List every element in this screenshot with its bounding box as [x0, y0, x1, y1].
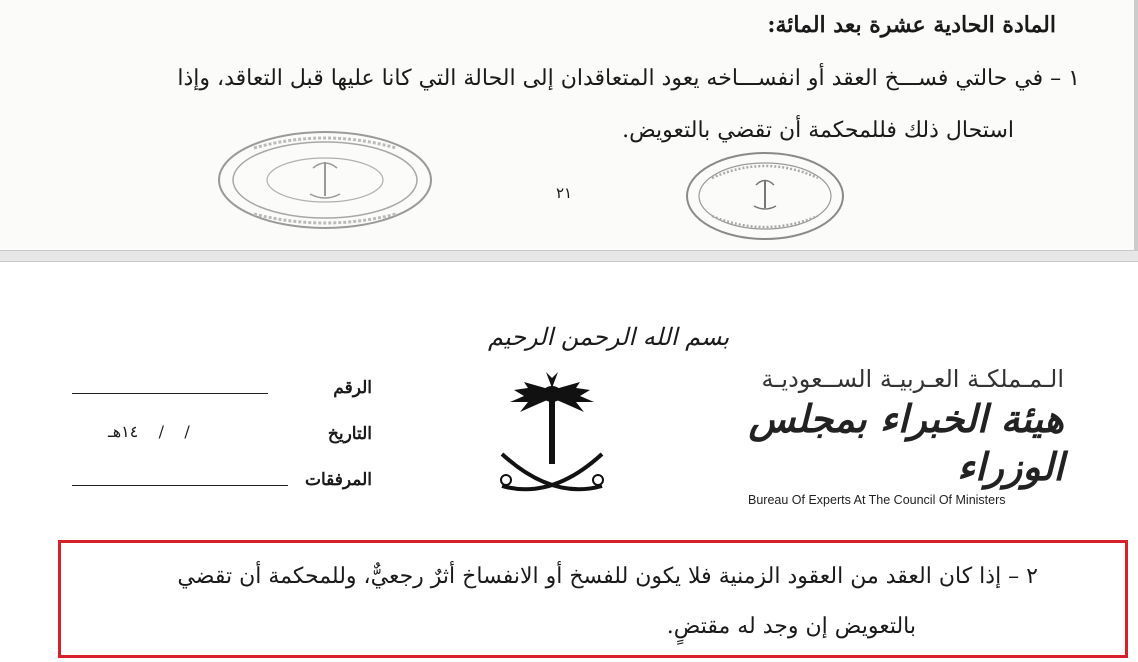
highlight-box [58, 540, 1128, 658]
top-page-fragment [0, 0, 1138, 250]
palm-swords-emblem-icon [494, 368, 610, 504]
kingdom-title: الـمـملكـة العـربيـة الســعوديـة [761, 365, 1064, 393]
bureau-arabic-name: هيئة الخبراء بمجلس الوزراء [748, 396, 1064, 489]
date-field [72, 420, 372, 448]
scan-edge [1134, 0, 1138, 250]
clause-1-line-2: استحال ذلك فللمحكمة أن تقضي بالتعويض. [622, 118, 1014, 143]
basmala-calligraphy: بسم الله الرحمن الرحيم [488, 323, 730, 351]
attachments-underline [72, 485, 288, 486]
date-value: ١٤هـ / / [108, 422, 190, 441]
article-heading: المادة الحادية عشرة بعد المائة: [767, 12, 1056, 38]
right-round-seal-icon [684, 150, 846, 242]
page-number: ٢١ [556, 184, 573, 202]
number-underline [72, 393, 268, 394]
clause-2-line-1: ٢ – إذا كان العقد من العقود الزمنية فلا يكون للفسخ أو الانفساخ أثرٌ رجعيٌّ، وللمحكمة أن تقضي [177, 564, 1038, 589]
page-gap-divider [0, 250, 1138, 262]
number-field [72, 374, 372, 402]
bureau-english-name: Bureau Of Experts At The Council Of Ministers [748, 493, 1006, 507]
left-oval-seal-icon [214, 128, 436, 232]
attachments-field [72, 466, 372, 494]
clause-1-line-1: ١ – في حالتي فســـخ العقد أو انفســـاخه يعود المتعاقدان إلى الحالة التي كانا عليها قبل التعاقد، وإذا [177, 66, 1080, 91]
number-label: الرقم [333, 378, 372, 398]
bureau-letterhead [744, 365, 1064, 507]
clause-2-line-2: بالتعويض إن وجد له مقتضٍ. [666, 614, 916, 639]
attachments-label: المرفقات [304, 470, 372, 490]
date-label: التاريخ [327, 424, 372, 444]
